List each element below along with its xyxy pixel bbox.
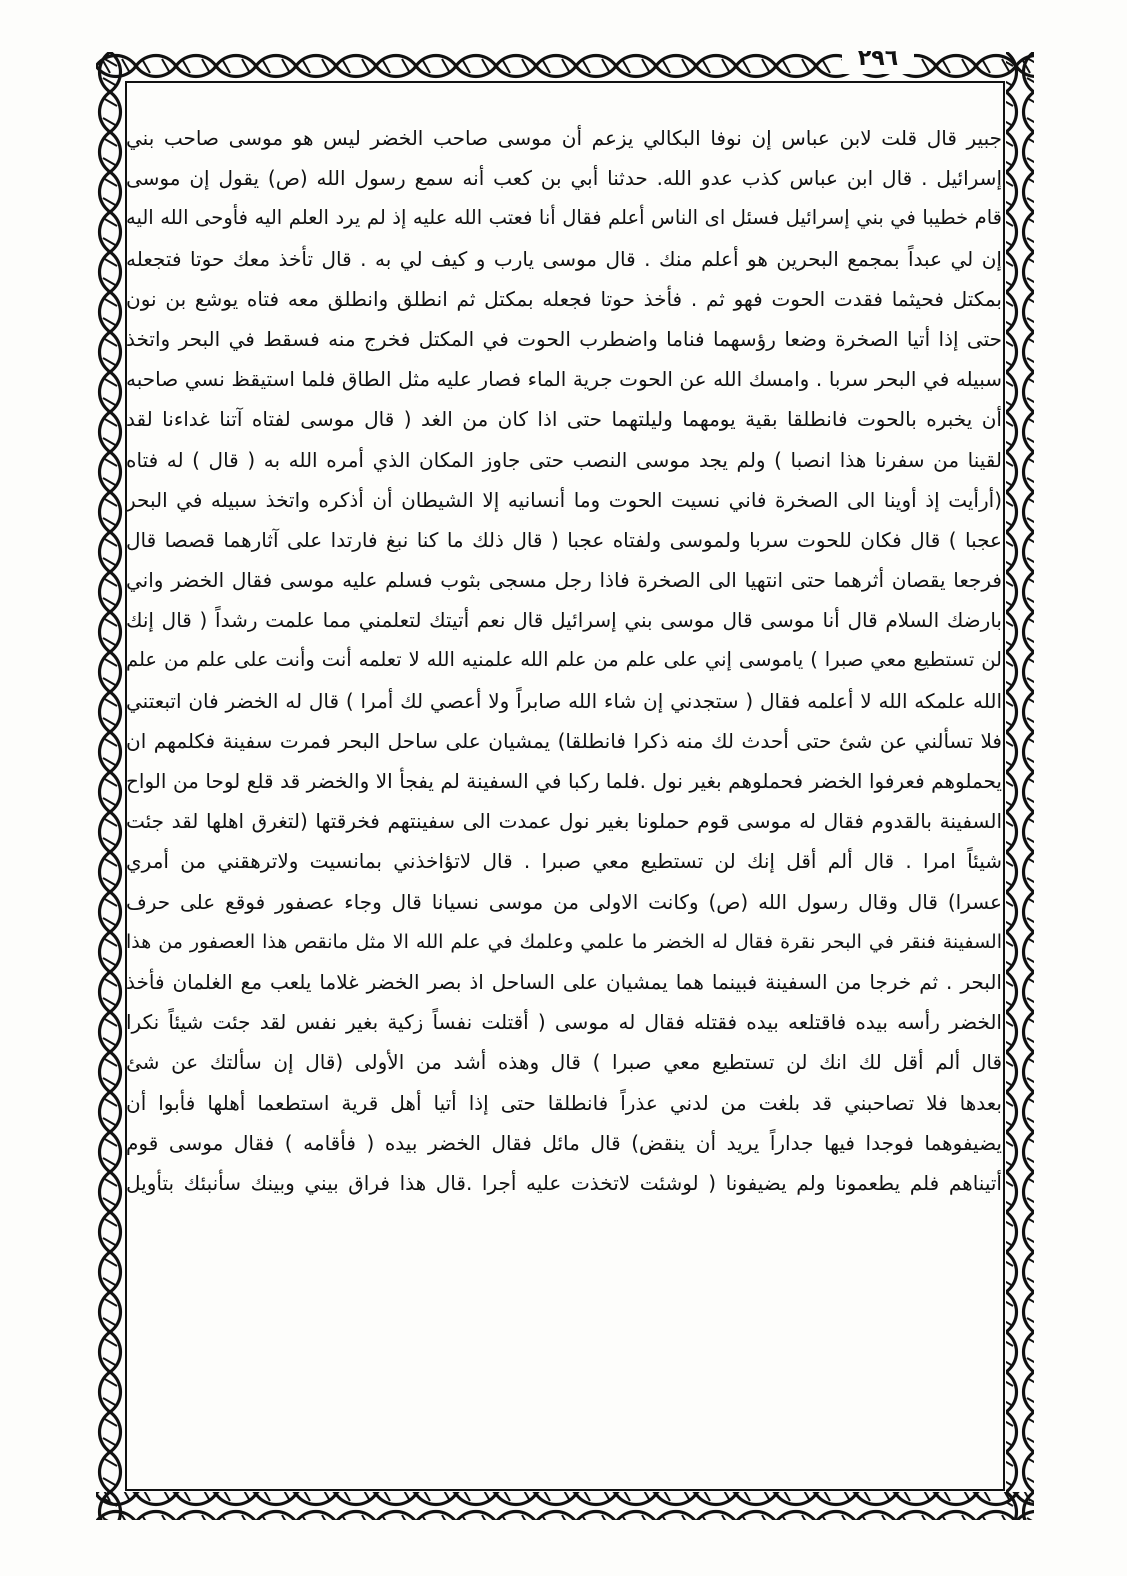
text-line: السفينة فنقر في البحر نقرة فقال له الخضر ما علمي وعلمك في علم الله الا مثل مانقص هذا العصفور من هذا: [126, 930, 1002, 953]
text-line: لقينا من سفرنا هذا انصبا ) ولم يجد موسى النصب حتى جاوز المكان الذي أمره الله به ( قال ) له فتاه: [126, 447, 1002, 472]
text-line: البحر . ثم خرجا من السفينة فبينما هما يمشيان على الساحل اذ بصر الخضر غلاما يلعب مع الغلمان فأخذ: [126, 969, 1002, 994]
text-line: يضيفوهما فوجدا فيها جداراً يريد أن ينقض) قال مائل فقال الخضر بيده ( فأقامه ) فقال موسى قوم: [126, 1130, 1002, 1155]
text-line: (أرأيت إذ أوينا الى الصخرة فاني نسيت الحوت وما أنسانيه إلا الشيطان أن أذكره واتخذ سبيله في البحر: [126, 487, 1002, 512]
text-line: عجبا ) قال فكان للحوت سربا ولموسى ولفتاه عجبا ( قال ذلك ما كنا نبغ فارتدا على آثارهما قصصا قال: [126, 527, 1002, 552]
text-line: أتيناهم فلم يطعمونا ولم يضيفونا ( لوشئت لاتخذت عليه أجرا .قال هذا فراق بيني وبينك سأنبئك بتأويل: [126, 1170, 1002, 1195]
text-line: بمكتل فحيثما فقدت الحوت فهو ثم . فأخذ حوتا فجعله بمكتل ثم انطلق وانطلق معه فتاه يوشع بن نون: [126, 286, 1002, 311]
text-line: الخضر رأسه بيده فاقتلعه بيده فقتله فقال له موسى ( أقتلت نفساً زكية بغير نفس لقد جئت شيئاً نكرا: [126, 1010, 1002, 1035]
text-line: شيئاً امرا . قال ألم أقل إنك لن تستطيع معي صبرا . قال لاتؤاخذني بمانسيت ولاترهقني من أمري: [126, 849, 1002, 874]
text-line: الله علمكه الله لا أعلمه فقال ( ستجدني إن شاء الله صابراً ولا أعصي لك أمرا ) قال له الخضر فان اتبعتني: [126, 688, 1002, 713]
body-text: [126, 118, 1002, 1480]
text-line: حتى إذا أتيا الصخرة وضعا رؤسهما فناما واضطرب الحوت في المكتل فخرج منه فسقط في البحر واتخذ: [126, 326, 1002, 351]
text-line: بارضك السلام قال أنا موسى قال موسى بني إسرائيل قال نعم أتيتك لتعلمني مما علمت رشداً ( قال إنك: [126, 608, 1002, 633]
page-number: ٢٩٦: [842, 44, 914, 74]
text-line: السفينة بالقدوم فقال له موسى قوم حملونا بغير نول عمدت الى سفينتهم فخرقتها (لتغرق اهلها لقد جئت: [126, 809, 1002, 834]
text-line: أن يخبره بالحوت فانطلقا بقية يومهما وليلتهما حتى اذا كان من الغد ( قال موسى لفتاه آتنا غداءنا لقد: [126, 407, 1002, 432]
text-line: إن لي عبداً بمجمع البحرين هو أعلم منك . قال موسى يارب و كيف لي به . قال تأخذ معك حوتا فتجعله: [126, 246, 1002, 271]
text-line: إسرائيل . قال ابن عباس كذب عدو الله. حدثنا أبي بن كعب أنه سمع رسول الله (ص) يقول إن موسى: [126, 166, 1002, 191]
text-line: لن تستطيع معي صبرا ) ياموسى إني على علم من علم الله علمنيه الله لا تعلمه أنت وأنت على علم من علم: [126, 648, 1002, 672]
text-line: يحملوهم فعرفوا الخضر فحملوهم بغير نول .فلما ركبا في السفينة لم يفجأ الا والخضر قد قلع لوحا من الواح: [126, 769, 1002, 793]
text-line: بعدها فلا تصاحبني قد بلغت من لدني عذراً فانطلقا حتى إذا أتيا أهل قرية استطعما أهلها فأبوا أن: [126, 1090, 1002, 1115]
text-line: فلا تسألني عن شئ حتى أحدث لك منه ذكرا فانطلقا) يمشيان على ساحل البحر فمرت سفينة فكلمهم ان: [126, 728, 1002, 753]
text-line: جبير قال قلت لابن عباس إن نوفا البكالي يزعم أن موسى صاحب الخضر ليس هو موسى صاحب بني: [126, 126, 1002, 150]
text-line: قام خطيبا في بني إسرائيل فسئل اى الناس أعلم فقال أنا فعتب الله عليه إذ لم يرد العلم اليه فأوحى الله اليه: [126, 206, 1002, 230]
text-line: قال ألم أقل لك انك لن تستطيع معي صبرا ) قال وهذه أشد من الأولى (قال إن سألتك عن شئ: [126, 1050, 1002, 1075]
text-line: عسرا) قال وقال رسول الله (ص) وكانت الاولى من موسى نسيانا قال وجاء عصفور فوقع على حرف: [126, 889, 1002, 914]
text-line: سبيله في البحر سربا . وامسك الله عن الحوت جرية الماء فصار عليه مثل الطاق فلما استيقظ نسي صاحبه: [126, 367, 1002, 392]
text-line: فرجعا يقصان أثرهما حتى انتهيا الى الصخرة فاذا رجل مسجى بثوب فسلم عليه موسى فقال الخضر واني: [126, 568, 1002, 593]
